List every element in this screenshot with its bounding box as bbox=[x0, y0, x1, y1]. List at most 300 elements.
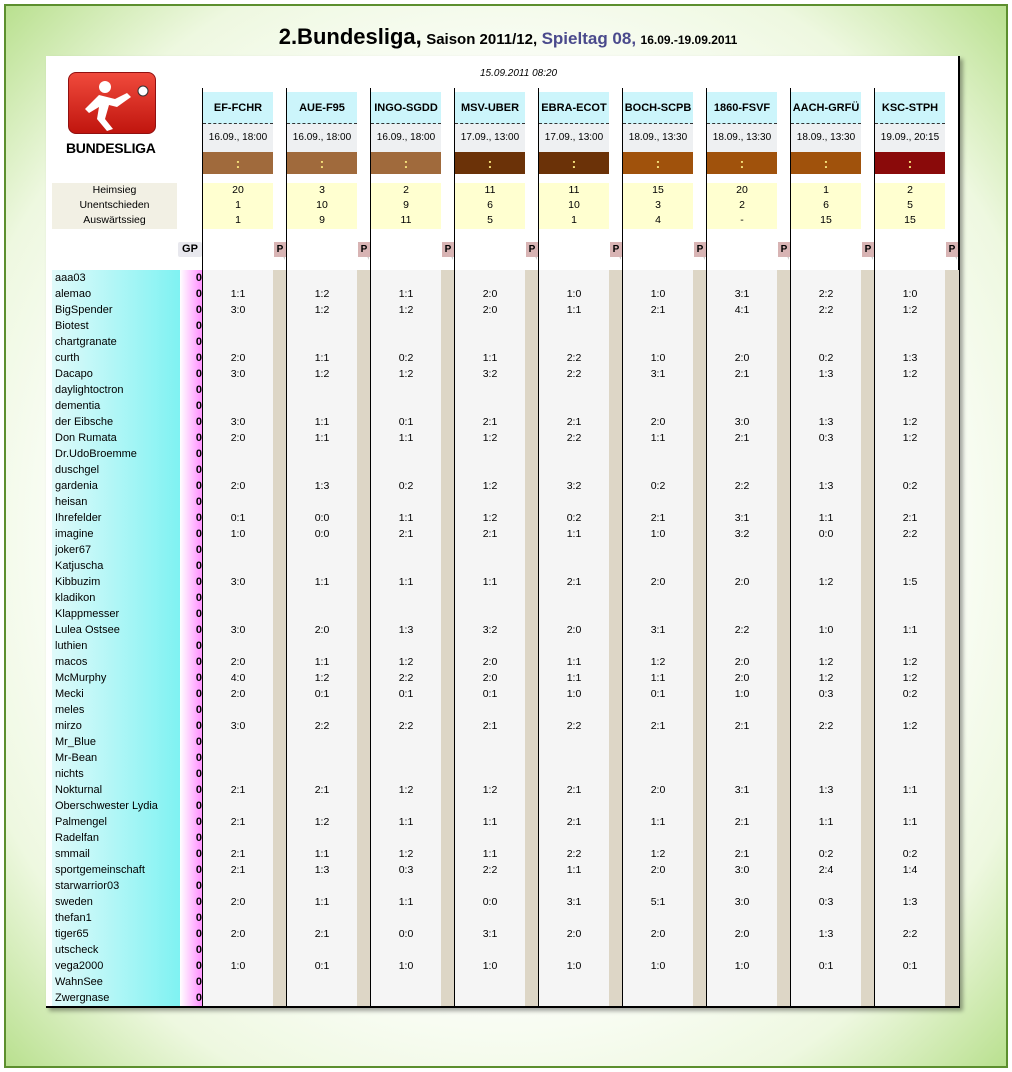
date-range: 16.09.-19.09.2011 bbox=[640, 33, 738, 47]
tip-cell: 1:1 bbox=[566, 656, 582, 668]
player-gp: 0 bbox=[195, 592, 202, 604]
player-gp: 0 bbox=[195, 944, 202, 956]
tip-cell: 1:2 bbox=[902, 416, 918, 428]
table-row bbox=[52, 782, 952, 798]
tip-cell: 1:2 bbox=[482, 480, 498, 492]
tip-cell: 2:1 bbox=[734, 720, 750, 732]
table-row bbox=[52, 654, 952, 670]
points-header: P bbox=[442, 242, 454, 257]
tip-cell: 2:2 bbox=[734, 624, 750, 636]
stat-value: 20 bbox=[736, 184, 748, 196]
match-date: 18.09., 13:30 bbox=[707, 124, 777, 152]
tip-cell: 0:1 bbox=[818, 960, 834, 972]
tip-cell: 1:1 bbox=[482, 848, 498, 860]
match-header-4[interactable] bbox=[455, 92, 525, 174]
player-gp: 0 bbox=[195, 368, 202, 380]
tip-cell: 1:0 bbox=[566, 688, 582, 700]
tip-cell: 2:1 bbox=[566, 784, 582, 796]
tip-cell: 2:0 bbox=[482, 672, 498, 684]
tip-cell: 1:2 bbox=[902, 432, 918, 444]
tip-cell: 2:1 bbox=[482, 720, 498, 732]
player-gp: 0 bbox=[195, 480, 202, 492]
player-gp: 0 bbox=[195, 624, 202, 636]
tip-cell: 2:0 bbox=[650, 416, 666, 428]
tip-cell: 1:2 bbox=[902, 368, 918, 380]
tip-cell: 0:2 bbox=[566, 512, 582, 524]
player-name: Dr.UdoBroemme bbox=[55, 448, 137, 460]
match-header-8[interactable] bbox=[791, 92, 861, 174]
match-date: 16.09., 18:00 bbox=[287, 124, 357, 152]
table-row bbox=[52, 686, 952, 702]
tip-cell: 1:1 bbox=[902, 784, 918, 796]
tip-cell: 1:0 bbox=[650, 960, 666, 972]
tip-cell: 0:1 bbox=[902, 960, 918, 972]
season-label: Saison 2011/12, bbox=[426, 31, 538, 48]
player-gp: 0 bbox=[195, 736, 202, 748]
tip-cell: 2:0 bbox=[230, 432, 246, 444]
tip-cell: 2:2 bbox=[398, 672, 414, 684]
tip-cell: 3:0 bbox=[230, 576, 246, 588]
tip-cell: 3:0 bbox=[230, 416, 246, 428]
player-name: imagine bbox=[55, 528, 94, 540]
player-gp: 0 bbox=[195, 304, 202, 316]
tip-cell: 3:0 bbox=[230, 720, 246, 732]
player-gp: 0 bbox=[195, 928, 202, 940]
tip-cell: 1:1 bbox=[566, 304, 582, 316]
tip-cell: 1:3 bbox=[314, 480, 330, 492]
tip-cell: 1:0 bbox=[230, 960, 246, 972]
tip-cell: 1:1 bbox=[902, 816, 918, 828]
tip-cell: 0:2 bbox=[398, 480, 414, 492]
tip-cell: 2:2 bbox=[566, 720, 582, 732]
table-row bbox=[52, 718, 952, 734]
tip-cell: 1:1 bbox=[230, 288, 246, 300]
tip-cell: 0:1 bbox=[314, 688, 330, 700]
table-row bbox=[52, 862, 952, 878]
player-name: mirzo bbox=[55, 720, 82, 732]
table-row bbox=[52, 670, 952, 686]
player-gp: 0 bbox=[195, 384, 202, 396]
match-date: 16.09., 18:00 bbox=[203, 124, 273, 152]
player-name: smmail bbox=[55, 848, 90, 860]
player-name: Mecki bbox=[55, 688, 84, 700]
table-row bbox=[52, 398, 952, 414]
table-row bbox=[52, 414, 952, 430]
player-gp: 0 bbox=[195, 992, 202, 1004]
player-gp: 0 bbox=[195, 640, 202, 652]
tip-cell: 1:1 bbox=[314, 416, 330, 428]
match-code: AACH-GRFÜ bbox=[791, 92, 861, 124]
player-name: Zwergnase bbox=[55, 992, 110, 1004]
points-header: P bbox=[862, 242, 874, 257]
stat-label-draw: Unentschieden bbox=[79, 199, 150, 211]
tip-cell: 2:0 bbox=[734, 576, 750, 588]
player-name: Oberschwester Lydia bbox=[55, 800, 158, 812]
player-gp: 0 bbox=[195, 432, 202, 444]
player-gp: 0 bbox=[195, 688, 202, 700]
tip-cell: 1:1 bbox=[314, 352, 330, 364]
tip-cell: 4:0 bbox=[230, 672, 246, 684]
tip-cell: 1:3 bbox=[818, 368, 834, 380]
tip-cell: 3:1 bbox=[734, 784, 750, 796]
tip-cell: 3:1 bbox=[650, 368, 666, 380]
player-name: Katjuscha bbox=[55, 560, 104, 572]
table-row bbox=[52, 606, 952, 622]
tip-cell: 2:2 bbox=[734, 480, 750, 492]
match-code: BOCH-SCPB bbox=[623, 92, 693, 124]
player-name: macos bbox=[55, 656, 88, 668]
league-title: 2.Bundesliga, bbox=[278, 24, 422, 49]
player-name: Biotest bbox=[55, 320, 89, 332]
match-code: EBRA-ECOT bbox=[539, 92, 609, 124]
player-gp: 0 bbox=[195, 496, 202, 508]
tip-cell: 2:0 bbox=[230, 688, 246, 700]
player-name: sportgemeinschaft bbox=[55, 864, 145, 876]
table-row bbox=[52, 798, 952, 814]
tip-cell: 1:0 bbox=[398, 960, 414, 972]
tip-cell: 2:0 bbox=[230, 480, 246, 492]
player-gp: 0 bbox=[195, 912, 202, 924]
tip-cell: 1:2 bbox=[818, 672, 834, 684]
match-header-1[interactable] bbox=[203, 92, 273, 174]
stat-value: 9 bbox=[403, 199, 409, 211]
tip-cell: 2:0 bbox=[230, 656, 246, 668]
tip-cell: 2:1 bbox=[650, 304, 666, 316]
stat-label-home: Heimsieg bbox=[92, 184, 137, 196]
player-name: aaa03 bbox=[55, 272, 86, 284]
match-date: 16.09., 18:00 bbox=[371, 124, 441, 152]
tip-cell: 1:1 bbox=[566, 672, 582, 684]
player-gp: 0 bbox=[195, 272, 202, 284]
tip-cell: 0:0 bbox=[314, 512, 330, 524]
match-score: : bbox=[371, 152, 441, 174]
tip-cell: 0:2 bbox=[902, 848, 918, 860]
table-row bbox=[52, 270, 952, 286]
stat-value: 1 bbox=[235, 214, 241, 226]
stat-value: 5 bbox=[487, 214, 493, 226]
stat-value: 11 bbox=[568, 184, 580, 196]
tip-cell: 0:3 bbox=[398, 864, 414, 876]
tip-cell: 1:3 bbox=[818, 928, 834, 940]
table-row bbox=[52, 926, 952, 942]
player-name: dementia bbox=[55, 400, 101, 412]
tip-cell: 2:2 bbox=[398, 720, 414, 732]
tip-cell: 1:2 bbox=[482, 432, 498, 444]
table-row bbox=[52, 558, 952, 574]
tip-cell: 2:1 bbox=[398, 528, 414, 540]
player-name: BigSpender bbox=[55, 304, 113, 316]
table-row bbox=[52, 350, 952, 366]
stat-value: 3 bbox=[319, 184, 325, 196]
match-stats bbox=[791, 183, 861, 229]
player-gp: 0 bbox=[195, 560, 202, 572]
tip-cell: 2:1 bbox=[230, 848, 246, 860]
match-header-7[interactable] bbox=[707, 92, 777, 174]
player-gp: 0 bbox=[195, 704, 202, 716]
tip-cell: 1:3 bbox=[818, 480, 834, 492]
stat-value: - bbox=[740, 214, 744, 226]
player-gp: 0 bbox=[195, 720, 202, 732]
tip-cell: 2:1 bbox=[650, 720, 666, 732]
tip-cell: 3:1 bbox=[734, 288, 750, 300]
match-stats bbox=[371, 183, 441, 229]
tip-cell: 1:1 bbox=[566, 528, 582, 540]
tip-cell: 1:2 bbox=[398, 304, 414, 316]
match-header-6[interactable] bbox=[623, 92, 693, 174]
stat-value: 2 bbox=[403, 184, 409, 196]
tip-cell: 1:1 bbox=[818, 816, 834, 828]
tip-cell: 1:1 bbox=[398, 576, 414, 588]
stat-value: 2 bbox=[907, 184, 913, 196]
table-row bbox=[52, 830, 952, 846]
table-row bbox=[52, 638, 952, 654]
player-name: der Eibsche bbox=[55, 416, 114, 428]
player-name: utscheck bbox=[55, 944, 99, 956]
tip-cell: 0:1 bbox=[230, 512, 246, 524]
tip-cell: 1:0 bbox=[902, 288, 918, 300]
tip-cell: 1:1 bbox=[398, 288, 414, 300]
player-gp: 0 bbox=[195, 512, 202, 524]
player-gp: 0 bbox=[195, 672, 202, 684]
tip-cell: 1:1 bbox=[314, 576, 330, 588]
tip-cell: 2:2 bbox=[566, 848, 582, 860]
tip-cell: 2:0 bbox=[482, 656, 498, 668]
player-gp: 0 bbox=[195, 576, 202, 588]
player-name: sweden bbox=[55, 896, 93, 908]
tip-cell: 1:2 bbox=[902, 720, 918, 732]
player-gp: 0 bbox=[195, 784, 202, 796]
match-score: : bbox=[455, 152, 525, 174]
tip-cell: 1:2 bbox=[314, 304, 330, 316]
match-score: : bbox=[707, 152, 777, 174]
tip-cell: 0:3 bbox=[818, 896, 834, 908]
tip-cell: 0:1 bbox=[482, 688, 498, 700]
table-row bbox=[52, 878, 952, 894]
table-row bbox=[52, 318, 952, 334]
match-date: 19.09., 20:15 bbox=[875, 124, 945, 152]
tip-cell: 1:2 bbox=[902, 304, 918, 316]
tip-cell: 2:2 bbox=[566, 352, 582, 364]
tip-cell: 1:1 bbox=[398, 816, 414, 828]
tip-cell: 2:1 bbox=[902, 512, 918, 524]
table-row bbox=[52, 286, 952, 302]
kicker-icon bbox=[69, 73, 157, 135]
match-stats bbox=[707, 183, 777, 229]
player-gp: 0 bbox=[195, 960, 202, 972]
player-gp: 0 bbox=[195, 288, 202, 300]
tip-cell: 1:2 bbox=[902, 672, 918, 684]
tip-cell: 2:1 bbox=[482, 528, 498, 540]
logo-wordmark: BUNDESLIGA bbox=[66, 140, 156, 156]
tip-cell: 1:0 bbox=[734, 960, 750, 972]
table-row bbox=[52, 622, 952, 638]
match-score: : bbox=[287, 152, 357, 174]
tip-cell: 1:3 bbox=[902, 896, 918, 908]
table-row bbox=[52, 494, 952, 510]
table-row bbox=[52, 590, 952, 606]
stat-value: 10 bbox=[568, 199, 580, 211]
player-gp: 0 bbox=[195, 336, 202, 348]
player-gp: 0 bbox=[195, 864, 202, 876]
tip-cell: 1:1 bbox=[482, 352, 498, 364]
player-name: Nokturnal bbox=[55, 784, 103, 796]
table-row bbox=[52, 366, 952, 382]
stat-value: 1 bbox=[235, 199, 241, 211]
player-name: thefan1 bbox=[55, 912, 92, 924]
tip-cell: 1:2 bbox=[482, 784, 498, 796]
tip-cell: 2:1 bbox=[314, 784, 330, 796]
player-gp: 0 bbox=[195, 816, 202, 828]
tip-cell: 2:1 bbox=[230, 784, 246, 796]
match-header-2[interactable] bbox=[287, 92, 357, 174]
table-row bbox=[52, 814, 952, 830]
tip-cell: 1:4 bbox=[902, 864, 918, 876]
tip-cell: 0:0 bbox=[398, 928, 414, 940]
tip-cell: 2:2 bbox=[902, 528, 918, 540]
tip-cell: 1:0 bbox=[650, 288, 666, 300]
table-row bbox=[52, 942, 952, 958]
match-code: MSV-UBER bbox=[455, 92, 525, 124]
tip-cell: 1:2 bbox=[650, 848, 666, 860]
match-header-3[interactable] bbox=[371, 92, 441, 174]
tip-cell: 1:1 bbox=[314, 848, 330, 860]
match-date: 18.09., 13:30 bbox=[623, 124, 693, 152]
tip-cell: 1:2 bbox=[818, 656, 834, 668]
match-stats bbox=[875, 183, 945, 229]
tip-cell: 1:1 bbox=[650, 432, 666, 444]
player-name: starwarrior03 bbox=[55, 880, 120, 892]
player-name: WahnSee bbox=[55, 976, 103, 988]
points-header: P bbox=[358, 242, 370, 257]
tip-cell: 1:3 bbox=[398, 624, 414, 636]
stat-value: 15 bbox=[820, 214, 832, 226]
tip-cell: 1:1 bbox=[482, 576, 498, 588]
match-header-9[interactable] bbox=[875, 92, 945, 174]
player-name: nichts bbox=[55, 768, 84, 780]
tip-cell: 1:1 bbox=[482, 816, 498, 828]
tip-cell: 0:3 bbox=[818, 688, 834, 700]
logo-badge bbox=[68, 72, 156, 134]
table-row bbox=[52, 446, 952, 462]
player-name: luthien bbox=[55, 640, 88, 652]
player-name: McMurphy bbox=[55, 672, 107, 684]
stat-value: 11 bbox=[484, 184, 496, 196]
tip-cell: 2:1 bbox=[230, 864, 246, 876]
tip-cell: 1:1 bbox=[398, 512, 414, 524]
table-row bbox=[52, 430, 952, 446]
player-name: Palmengel bbox=[55, 816, 107, 828]
stat-label-away: Auswärtssieg bbox=[83, 214, 146, 226]
tip-cell: 0:1 bbox=[398, 688, 414, 700]
tip-cell: 1:5 bbox=[902, 576, 918, 588]
player-gp: 0 bbox=[195, 528, 202, 540]
tip-cell: 1:2 bbox=[314, 672, 330, 684]
match-code: EF-FCHR bbox=[203, 92, 273, 124]
tip-cell: 3:1 bbox=[650, 624, 666, 636]
tip-cell: 1:2 bbox=[902, 656, 918, 668]
player-gp: 0 bbox=[195, 832, 202, 844]
tip-cell: 3:2 bbox=[734, 528, 750, 540]
table-row bbox=[52, 734, 952, 750]
tip-cell: 1:0 bbox=[734, 688, 750, 700]
tip-cell: 2:1 bbox=[734, 368, 750, 380]
table-row bbox=[52, 478, 952, 494]
table-row bbox=[52, 382, 952, 398]
stat-value: 15 bbox=[904, 214, 916, 226]
player-name: Lulea Ostsee bbox=[55, 624, 120, 636]
player-name: meles bbox=[55, 704, 85, 716]
player-name: Ihrefelder bbox=[55, 512, 102, 524]
page-title bbox=[6, 24, 1010, 50]
match-code: INGO-SGDD bbox=[371, 92, 441, 124]
tip-cell: 2:0 bbox=[734, 672, 750, 684]
player-name: curth bbox=[55, 352, 80, 364]
player-gp: 0 bbox=[195, 608, 202, 620]
player-name: Radelfan bbox=[55, 832, 100, 844]
match-score: : bbox=[791, 152, 861, 174]
tip-cell: 2:0 bbox=[482, 304, 498, 316]
match-code: 1860-FSVF bbox=[707, 92, 777, 124]
tip-cell: 1:3 bbox=[314, 864, 330, 876]
tip-cell: 3:1 bbox=[566, 896, 582, 908]
tip-cell: 2:0 bbox=[650, 576, 666, 588]
tip-cell: 0:0 bbox=[314, 528, 330, 540]
tip-cell: 1:0 bbox=[650, 352, 666, 364]
tip-cell: 0:0 bbox=[818, 528, 834, 540]
table-row bbox=[52, 462, 952, 478]
tip-cell: 1:0 bbox=[818, 624, 834, 636]
tip-cell: 0:2 bbox=[818, 848, 834, 860]
player-gp: 0 bbox=[195, 416, 202, 428]
tip-cell: 0:0 bbox=[482, 896, 498, 908]
table-row bbox=[52, 302, 952, 318]
tip-cell: 1:2 bbox=[398, 848, 414, 860]
player-name: duschgel bbox=[55, 464, 100, 476]
table-row bbox=[52, 702, 952, 718]
tip-cell: 4:1 bbox=[734, 304, 750, 316]
points-header: P bbox=[946, 242, 958, 257]
tip-cell: 2:0 bbox=[314, 624, 330, 636]
stat-value: 9 bbox=[319, 214, 325, 226]
match-score: : bbox=[203, 152, 273, 174]
tip-cell: 0:1 bbox=[650, 688, 666, 700]
player-gp: 0 bbox=[195, 352, 202, 364]
tip-cell: 1:3 bbox=[818, 784, 834, 796]
player-gp: 0 bbox=[195, 896, 202, 908]
match-score: : bbox=[539, 152, 609, 174]
gp-header: GP bbox=[178, 242, 202, 257]
player-gp: 0 bbox=[195, 848, 202, 860]
tip-cell: 2:2 bbox=[818, 288, 834, 300]
player-name: Dacapo bbox=[55, 368, 93, 380]
table-row bbox=[52, 334, 952, 350]
match-header-5[interactable] bbox=[539, 92, 609, 174]
tip-cell: 2:0 bbox=[650, 784, 666, 796]
match-stats bbox=[539, 183, 609, 229]
tip-cell: 1:2 bbox=[818, 576, 834, 588]
player-gp: 0 bbox=[195, 976, 202, 988]
player-gp: 0 bbox=[195, 464, 202, 476]
tip-cell: 0:2 bbox=[902, 480, 918, 492]
stat-value: 6 bbox=[487, 199, 493, 211]
player-name: heisan bbox=[55, 496, 88, 508]
tip-cell: 1:0 bbox=[566, 288, 582, 300]
table-row bbox=[52, 526, 952, 542]
tip-cell: 2:2 bbox=[902, 928, 918, 940]
tip-cell: 1:1 bbox=[314, 656, 330, 668]
tip-cell: 0:1 bbox=[398, 416, 414, 428]
tip-cell: 1:1 bbox=[398, 896, 414, 908]
